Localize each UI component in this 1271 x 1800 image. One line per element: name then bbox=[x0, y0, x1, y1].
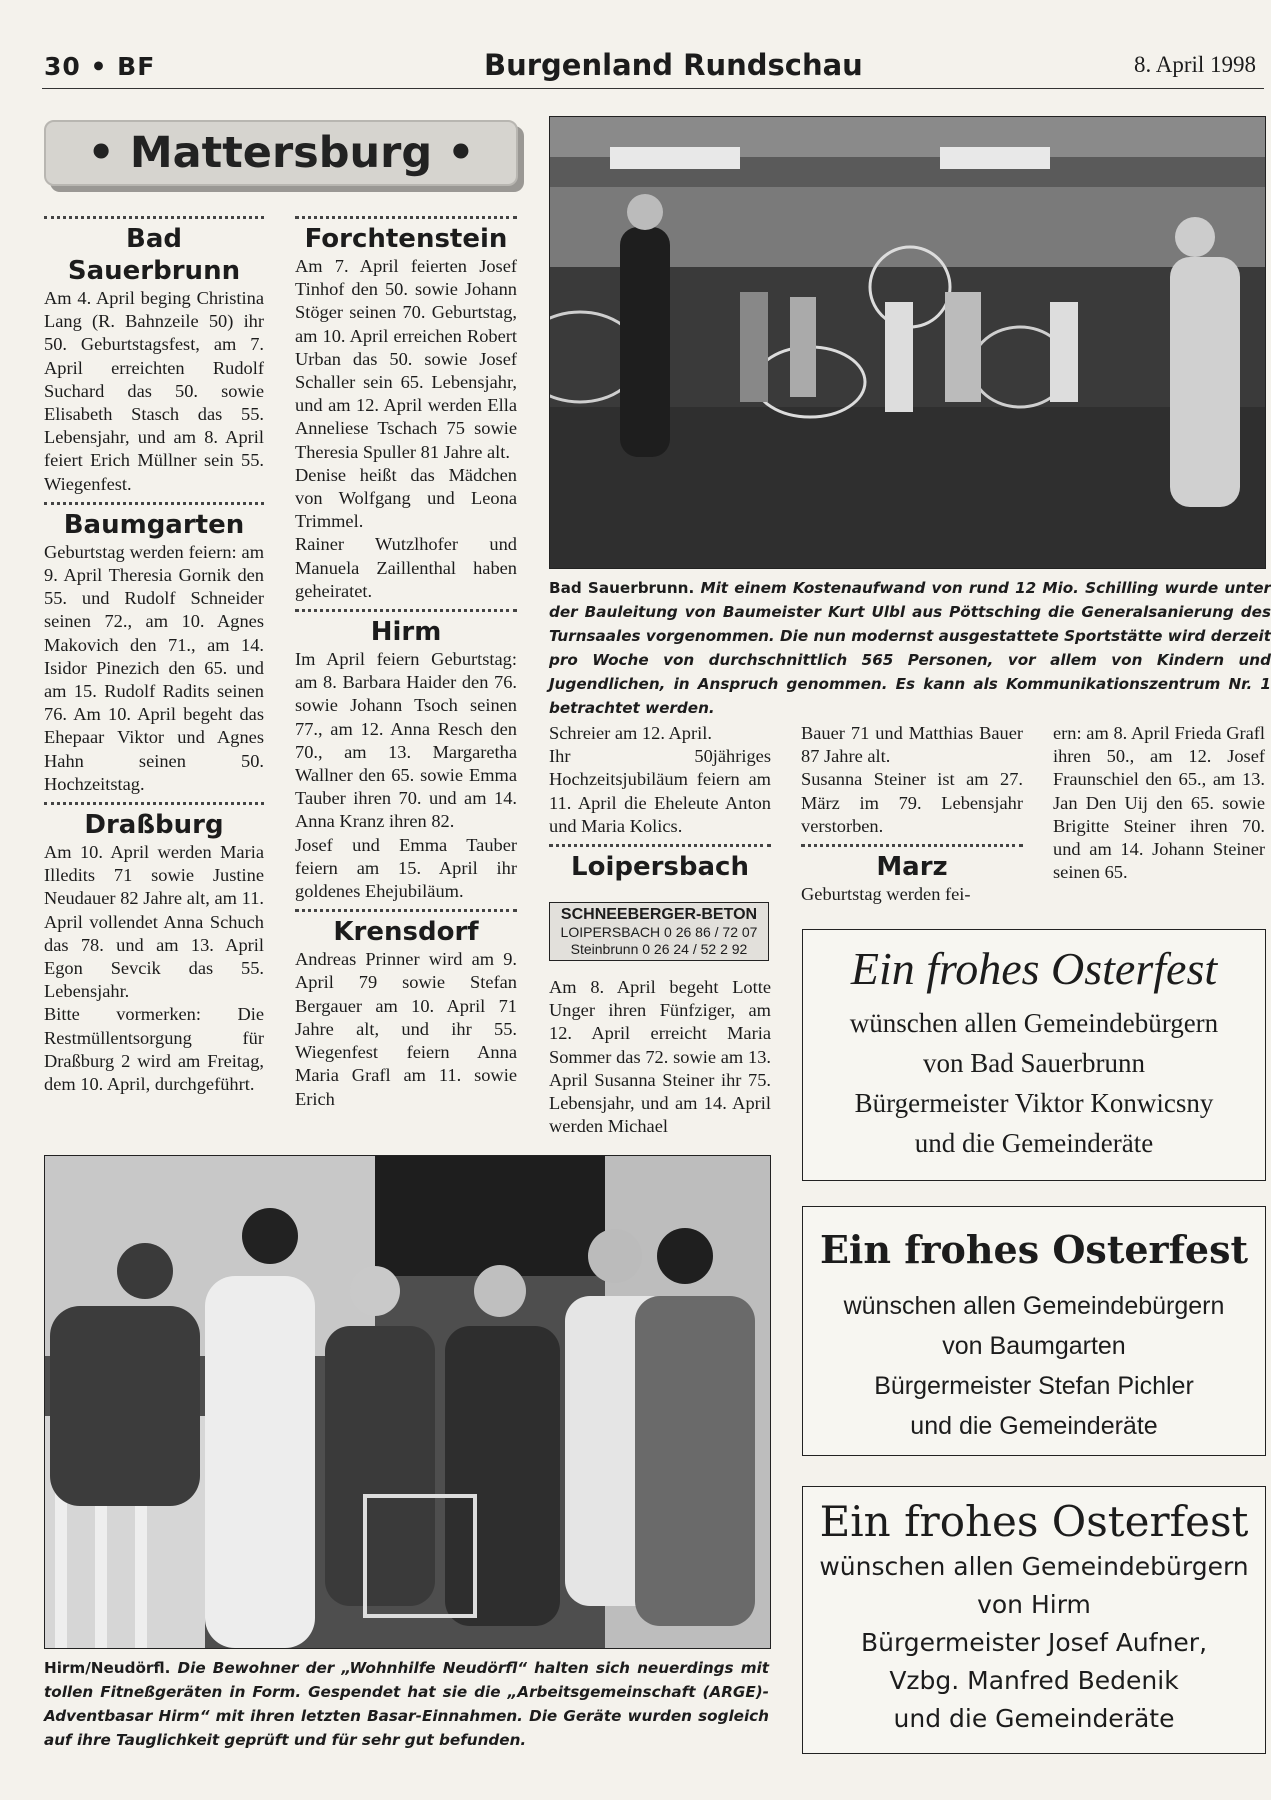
article-text: Am 8. April begeht Lotte Unger ihren Fünfziger, am 12. April erreicht Maria Sommer das 72. sowie am 13. April Susanna Steiner ihr 75. Lebensjahr, und am 14. April werden Michael bbox=[549, 977, 771, 1137]
caption-top bbox=[549, 576, 1271, 720]
article-text: Rainer Wutzlhofer und Manuela Zaillenthal haben geheiratet. bbox=[295, 534, 517, 601]
ad-line: Vzbg. Manfred Bedenik bbox=[889, 1666, 1179, 1695]
article-text: Geburtstag werden fei- bbox=[801, 884, 971, 905]
heading-baumgarten: Baumgarten bbox=[63, 509, 245, 540]
caption-bottom bbox=[44, 1656, 769, 1752]
article-text: Andreas Prinner wird am 9. April 79 sowie Stefan Bergauer am 10. April 71 Jahre alt, und ihr 55. Wiegenfest feiern Anna Maria Grafl am 11. sowie Erich bbox=[295, 949, 517, 1109]
article-text: Susanna Steiner ist am 27. März im 79. Lebensjahr verstorben. bbox=[801, 769, 1023, 836]
article-text: Bauer 71 und Matthias Bauer 87 Jahre alt. bbox=[801, 723, 1023, 767]
heading-hirm: Hirm bbox=[370, 617, 442, 648]
caption-top-text: Mit einem Kostenaufwand von rund 12 Mio. Schilling wurde unter der Bauleitung von Baumeister Kurt Ulbl aus Pöttsching die Generalsanierung des Turnsaales vorgenommen. Die nun modernst ausgestattete Sportstätte wird derzeit pro Woche von durchschnittlich 565 Personen, vor allem von Kindern und Jugendlichen, in Anspruch genommen. Es kann als Kommunikationszentrum Nr. 1 betrachtet werden. bbox=[549, 579, 1271, 717]
caption-top-lead: Bad Sauerbrunn. bbox=[549, 579, 695, 597]
ad-line: von Bad Sauerbrunn bbox=[923, 1048, 1145, 1078]
article-text: Bitte vormerken: Die Restmüllentsorgung für Draßburg 2 wird am Freitag, dem 10. April, durchgeführt. bbox=[44, 1004, 264, 1095]
column-5 bbox=[1053, 722, 1265, 884]
heading-forchtenstein: Forchtenstein bbox=[304, 224, 508, 254]
dotted-separator bbox=[295, 216, 517, 219]
ad-title: Ein frohes Osterfest bbox=[819, 1227, 1249, 1272]
group-photo-drawing bbox=[45, 1156, 770, 1648]
ad-schneeberger-line2: Steinbrunn 0 26 24 / 52 2 92 bbox=[570, 941, 748, 957]
column-1 bbox=[44, 214, 264, 1096]
article-text: Ihr 50jähriges Hochzeitsjubiläum feiern am 11. April die Eheleute Anton und Maria Kolics. bbox=[549, 746, 771, 836]
dotted-separator bbox=[295, 609, 517, 612]
article-text: Geburtstag werden feiern: am 9. April Theresia Gornik den 55. und Rudolf Schneider seinen 72., am 10. Agnes Makovich den 71., am 14. Isidor Pinezich den 65. und am 15. Rudolf Radits seinen 76. Am 10. April begeht das Ehepaar Viktor und Agnes Hahn seinen 50. Hochzeitstag. bbox=[44, 541, 264, 794]
article-text: ern: am 8. April Frieda Grafl ihren 50., am 12. Josef Fraunschiel den 65., am 13. Jan Den Uij den 65. sowie Brigitte Steiner ihren 70. und am 14. Johann Steiner seinen 65. bbox=[1053, 723, 1265, 883]
column-4 bbox=[801, 722, 1023, 906]
heading-drassburg: Draßburg bbox=[84, 810, 224, 841]
easter-ad-bad-sauerbrunn bbox=[802, 929, 1266, 1181]
dotted-separator bbox=[44, 802, 264, 805]
column-2 bbox=[295, 214, 517, 1111]
heading-bad-sauerbrunn: Bad Sauerbrunn bbox=[67, 224, 241, 286]
heading-marz: Marz bbox=[876, 852, 948, 883]
ad-line: von Hirm bbox=[977, 1590, 1091, 1619]
gym-photo bbox=[549, 116, 1266, 569]
ad-line: und die Gemeinderäte bbox=[910, 1412, 1158, 1440]
easter-ad-baumgarten bbox=[802, 1206, 1266, 1456]
newspaper-title: Burgenland Rundschau bbox=[484, 48, 863, 82]
ad-line: Bürgermeister Josef Aufner, bbox=[860, 1628, 1208, 1657]
ad-title: Ein frohes Osterfest bbox=[819, 1497, 1249, 1546]
ad-line: und die Gemeinderäte bbox=[893, 1704, 1175, 1733]
dotted-separator bbox=[44, 216, 264, 219]
ad-line: und die Gemeinderäte bbox=[914, 1128, 1154, 1158]
dotted-separator bbox=[44, 502, 264, 505]
ad-line: von Baumgarten bbox=[942, 1332, 1126, 1360]
gym-photo-drawing bbox=[550, 117, 1265, 568]
easter-ad-hirm bbox=[802, 1486, 1266, 1754]
dotted-separator bbox=[801, 844, 1023, 847]
issue-date: 8. April 1998 bbox=[1134, 52, 1257, 77]
dotted-separator bbox=[549, 844, 771, 847]
heading-krensdorf: Krensdorf bbox=[333, 917, 479, 948]
column-3-continued bbox=[549, 976, 771, 1138]
article-text: Josef und Emma Tauber feiern am 15. April ihr goldenes Ehejubiläum. bbox=[295, 834, 517, 902]
article-text: Am 7. April feierten Josef Tinhof den 50. sowie Johann Stöger seinen 70. Geburtstag, am 10. April erreichen Robert Urban das 50. sowie Josef Schaller sein 65. Lebensjahr, und am 12. April werden Ella Anneliese Tschach 75 sowie Theresia Spuller 81 Jahre alt. bbox=[295, 256, 517, 462]
ad-line: wünschen allen Gemeindebürgern bbox=[849, 1008, 1219, 1038]
ad-schneeberger-beton bbox=[549, 902, 769, 961]
column-3 bbox=[549, 722, 771, 883]
ad-line: Bürgermeister Viktor Konwicsny bbox=[854, 1088, 1214, 1118]
article-text: Am 4. April beging Christina Lang (R. Bahnzeile 50) ihr 50. Geburtstagsfest, am 7. April erreichten Rudolf Suchard das 50. sowie Elisabeth Stasch das 55. Lebensjahr, und am 8. April feiert Erich Müllner sein 55. Wiegenfest. bbox=[44, 288, 264, 494]
caption-bottom-text: Die Bewohner der „Wohnhilfe Neudörfl“ halten sich neuerdings mit tollen Fitneßgeräten in Form. Gespendet hat sie die „Arbeitsgemeinschaft (ARGE)-Adventbasar Hirm“ mit ihren letzten Basar-Einnahmen. Die Geräte wurden sogleich auf ihre Tauglichkeit geprüft und für sehr gut befunden. bbox=[44, 1659, 769, 1749]
dotted-separator bbox=[295, 909, 517, 912]
heading-loipersbach: Loipersbach bbox=[571, 852, 749, 883]
group-photo bbox=[44, 1155, 771, 1649]
article-text: Schreier am 12. April. bbox=[549, 723, 712, 743]
caption-bottom-lead: Hirm/Neudörfl. bbox=[44, 1659, 171, 1677]
section-banner: • Mattersburg • bbox=[44, 120, 518, 186]
page-number: 30 • BF bbox=[44, 52, 156, 81]
ad-line: wünschen allen Gemeindebürgern bbox=[843, 1292, 1225, 1320]
ad-line: Bürgermeister Stefan Pichler bbox=[874, 1372, 1194, 1400]
ad-title: Ein frohes Osterfest bbox=[850, 943, 1218, 994]
article-text: Denise heißt das Mädchen von Wolfgang und Leona Trimmel. bbox=[295, 464, 517, 532]
ad-schneeberger-title: SCHNEEBERGER-BETON bbox=[560, 906, 758, 923]
article-text: Am 10. April werden Maria Illedits 71 sowie Justine Neudauer 82 Jahre alt, am 11. April vollendet Anna Schuch das 78. und am 13. April Egon Sevcik das 55. Lebensjahr. bbox=[44, 842, 264, 1002]
header-rule bbox=[42, 88, 1264, 89]
ad-line: wünschen allen Gemeindebürgern bbox=[819, 1552, 1249, 1581]
ad-schneeberger-line1: LOIPERSBACH 0 26 86 / 72 07 bbox=[560, 924, 758, 940]
article-text: Im April feiern Geburtstag: am 8. Barbara Haider den 76. sowie Johann Tsoch seinen 77., am 12. Anna Resch den 70., am 13. Margaretha Wallner den 65. sowie Emma Tauber ihren 70. und am 14. Anna Kranz ihren 82. bbox=[295, 649, 517, 832]
